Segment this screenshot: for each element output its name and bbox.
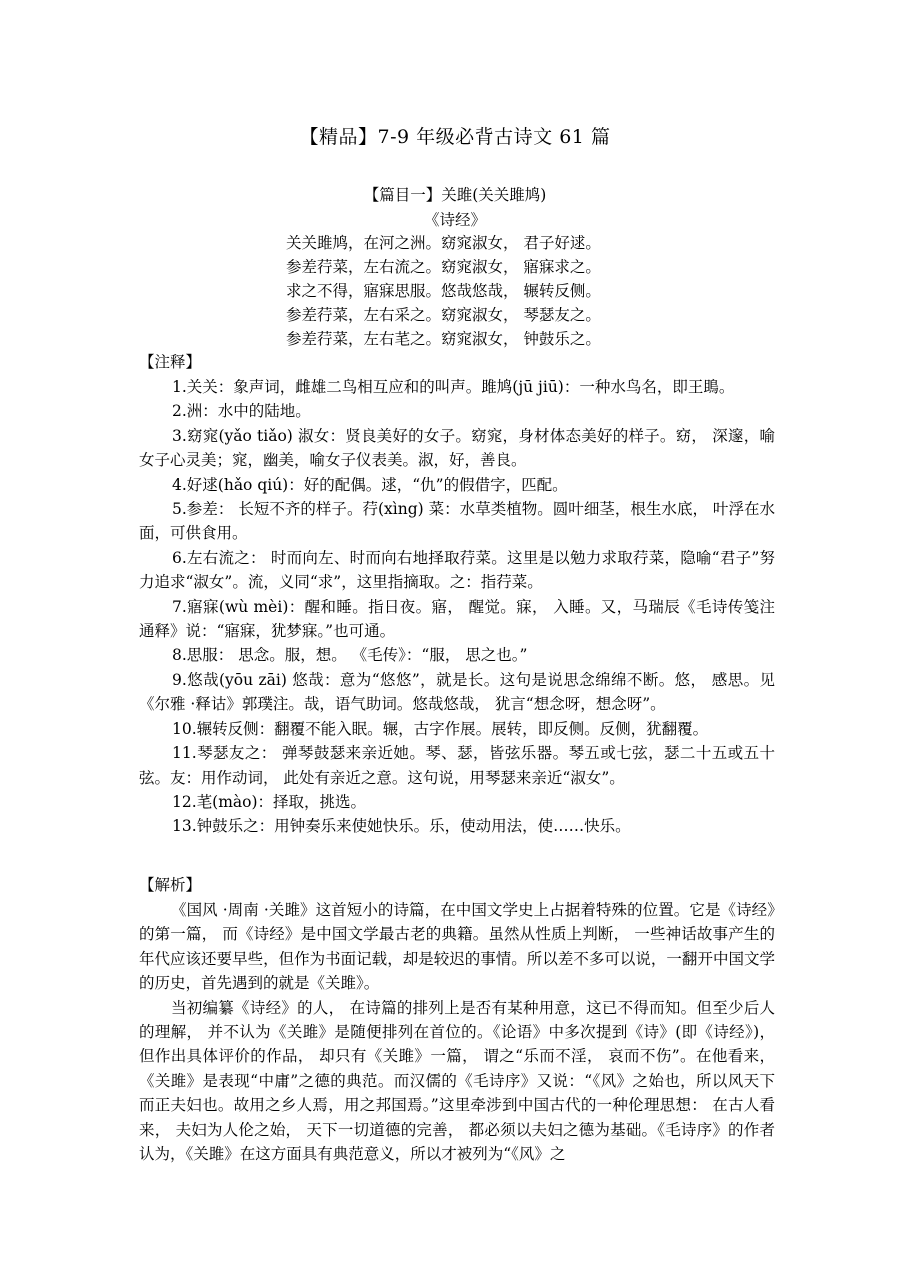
document-title: 【精品】7-9 年级必背古诗文 61 篇 [299, 126, 611, 148]
note-item: 10.辗转反侧：翻覆不能入眠。辗，古字作展。展转，即反侧。反侧，犹翻覆。 [172, 719, 709, 738]
note-item: 7.寤寐(wù mèi)：醒和睡。指日夜。寤， 醒觉。寐， 入睡。又，马瑞辰《毛诗传笺注通释》说：“寤寐，犹梦寐。”也可通。 [139, 597, 775, 641]
analysis-paragraph: 《国风 ·周南 ·关雎》这首短小的诗篇，在中国文学史上占据着特殊的位置。它是《诗经》的第一篇， 而《诗经》是中国文学最古老的典籍。虽然从性质上判断， 一些神话故事产生的年代应该还要早些，但作为书面记载，却是较迟的事情。所以差不多可以说，一翻开中国文学的历史，首先遇到的就是《关雎》。 [139, 901, 775, 993]
analysis-paragraph: 当初编纂《诗经》的人， 在诗篇的排列上是否有某种用意，这已不得而知。但至少后人的理解， 并不认为《关雎》是随便排列在首位的。《论语》中多次提到《诗》(即《诗经》)，但作出具体评价的作品， 却只有《关雎》一篇， 谓之“乐而不淫， 哀而不伤”。在他看来，《关雎》是表现“中庸”之德的典范。而汉儒的《毛诗序》又说：“《风》之始也，所以风天下而正夫妇也。故用之乡人焉，用之邦国焉。”这里牵涉到中国古代的一种伦理思想： 在古人看来， 夫妇为人伦之始， 天下一切道德的完善， 都必须以夫妇之德为基础。《毛诗序》的作者认为，《关雎》在这方面具有典范意义，所以才被列为“《风》之 [139, 998, 775, 1164]
poem-text [286, 231, 686, 351]
note-item: 2.洲：水中的陆地。 [172, 402, 311, 421]
notes-heading: 【注释】 [139, 353, 202, 371]
poem-line: 参差荇菜，左右流之。窈窕淑女， 寤寐求之。 [286, 258, 601, 276]
poem-line: 参差荇菜，左右芼之。窈窕淑女， 钟鼓乐之。 [286, 330, 601, 348]
note-item: 3.窈窕(yǎo tiǎo) 淑女：贤良美好的女子。窈窕，身材体态美好的样子。窈， 深邃，喻女子心灵美；窕，幽美，喻女子仪表美。淑，好，善良。 [139, 426, 775, 470]
note-item: 9.悠哉(yōu zāi) 悠哉：意为“悠悠”，就是长。这句是说思念绵绵不断。悠， 感思。见《尔雅 ·释诂》郭璞注。哉，语气助词。悠哉悠哉， 犹言“想念呀，想念呀”。 [139, 670, 775, 714]
notes-list [139, 375, 775, 839]
note-item: 11.琴瑟友之： 弹琴鼓瑟来亲近她。琴、瑟，皆弦乐器。琴五或七弦，瑟二十五或五十弦。友：用作动词， 此处有亲近之意。这句说，用琴瑟来亲近“淑女”。 [139, 744, 775, 787]
poem-line: 关关雎鸠，在河之洲。窈窕淑女， 君子好逑。 [286, 234, 601, 252]
analysis-body [139, 898, 775, 1166]
note-item: 5.参差： 长短不齐的样子。荇(xìng) 菜：水草类植物。圆叶细茎，根生水底， 叶浮在水面，可供食用。 [139, 500, 775, 543]
poem-source: 《诗经》 [423, 211, 486, 229]
note-item: 6.左右流之： 时而向左、时而向右地择取荇菜。这里是以勉力求取荇菜，隐喻“君子”努力追求“淑女”。流，义同“求”，这里指摘取。之：指荇菜。 [139, 548, 775, 592]
note-item: 12.芼(mào)：择取，挑选。 [172, 792, 367, 811]
poem-line: 求之不得，寤寐思服。悠哉悠哉， 辗转反侧。 [286, 282, 601, 300]
note-item: 1.关关：象声词，雌雄二鸟相互应和的叫声。雎鸠(jū jiū)：一种水鸟名，即王鴡。 [172, 378, 735, 396]
analysis-heading: 【解析】 [139, 876, 202, 894]
note-item: 13.钟鼓乐之：用钟奏乐来使她快乐。乐，使动用法，使……快乐。 [172, 817, 631, 836]
poem-line: 参差荇菜，左右采之。窈窕淑女， 琴瑟友之。 [286, 306, 601, 324]
note-item: 4.好逑(hǎo qiú)：好的配偶。逑，“仇”的假借字，匹配。 [172, 475, 568, 494]
section-title: 【篇目一】关雎(关关雎鸠) [363, 186, 547, 204]
note-item: 8.思服： 思念。服，想。 《毛传》：“服， 思之也。” [172, 646, 528, 665]
